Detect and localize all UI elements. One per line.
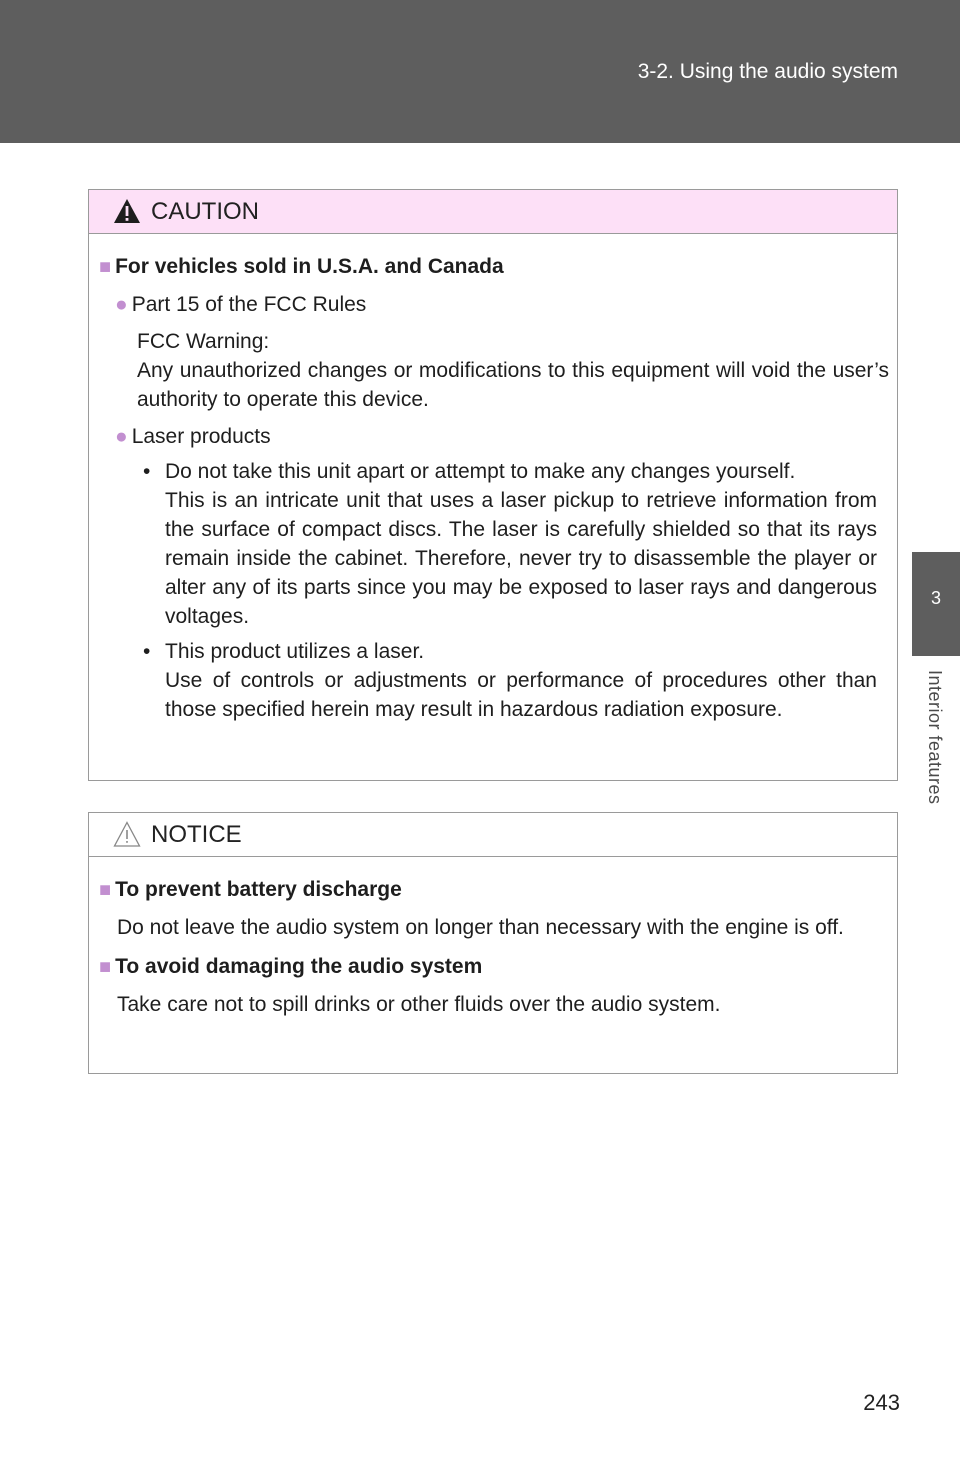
- section-heading: ■ To prevent battery discharge: [99, 878, 402, 901]
- notice-header: [89, 813, 897, 857]
- warning-triangle-outline-icon: [113, 821, 141, 852]
- notice-box: [88, 812, 898, 1074]
- bullet-item: • This product utilizes a laser. Use of controls or adjustments or performance of procedures other than those specified herein may result in hazardous radiation exposure.: [143, 640, 877, 721]
- caution-header: [89, 190, 897, 234]
- circle-bullet-icon: ●: [115, 293, 128, 316]
- section-heading: ■ To avoid damaging the audio system: [99, 955, 483, 978]
- notice-text: Do not leave the audio system on longer than necessary with the engine is off.: [117, 916, 844, 939]
- notice-text: Take care not to spill drinks or other fluids over the audio system.: [117, 993, 721, 1016]
- chapter-tab: [912, 552, 960, 656]
- square-bullet-icon: ■: [99, 956, 112, 978]
- list-item: ● Part 15 of the FCC Rules: [115, 293, 367, 316]
- bullet-item: • Do not take this unit apart or attempt to make any changes yourself. This is an intricate unit that uses a laser pickup to retrieve information from the surface of compact discs. The laser is carefully shielded so that its rays remain inside the cabinet. Therefore, never try to disassemble the player or alter any of its parts since you may be exposed to laser rays and dangerous voltages.: [143, 460, 877, 628]
- notice-body: [89, 857, 897, 1019]
- square-bullet-icon: ■: [99, 256, 112, 278]
- square-bullet-icon: ■: [99, 879, 112, 901]
- warning-triangle-icon: [113, 198, 141, 229]
- chapter-number: 3: [930, 588, 941, 608]
- fcc-warning-text: FCC Warning: Any unauthorized changes or modifications to this equipment will void the user’s authority to operate this device.: [137, 330, 889, 411]
- notice-title: NOTICE: [151, 821, 242, 848]
- chapter-title: 3-2. Using the audio system: [637, 60, 898, 83]
- section-heading: ■ For vehicles sold in U.S.A. and Canada: [99, 255, 504, 278]
- caution-title: CAUTION: [151, 198, 259, 225]
- circle-bullet-icon: ●: [115, 425, 128, 448]
- caution-box: [88, 189, 898, 781]
- page-number: 243: [863, 1390, 900, 1415]
- chapter-label: Interior features: [925, 670, 945, 805]
- list-item: ● Laser products: [115, 425, 271, 448]
- page-header: [0, 0, 960, 143]
- caution-body: [89, 234, 897, 724]
